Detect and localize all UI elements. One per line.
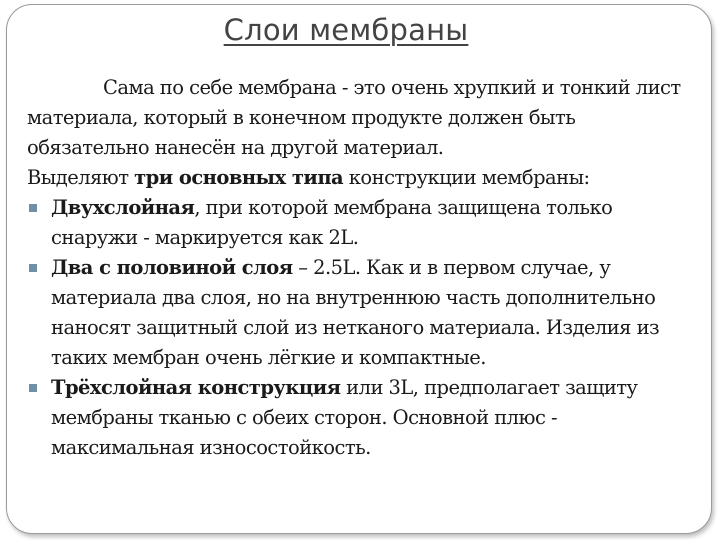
slide-frame	[6, 4, 712, 534]
lead-paragraph	[27, 163, 703, 193]
intro-paragraph: Сама по себе мембрана - это очень хрупкий и тонкий лист материала, который в конечном продукте должен быть обязательно нанесён на другой материал.	[27, 76, 681, 159]
square-bullet-icon	[29, 204, 37, 212]
bullet-text: , при которой мембрана защищена только снаружи - маркируется как 2L.	[51, 196, 613, 249]
lead-text-before: Выделяют	[27, 166, 135, 189]
slide-title	[7, 13, 685, 47]
lead-text-bold: три основных типа	[134, 166, 344, 189]
title-text: Слои мембраны	[223, 13, 469, 47]
square-bullet-icon	[29, 384, 37, 392]
bullet-item-two-and-half-layer	[27, 253, 703, 373]
bullet-text: – 2.5L. Как и в первом случае, у материала два слоя, но на внутреннюю часть дополнительно наносят защитный слой из нетканого материала. Изделия из таких мембран очень лёгкие и компактные.	[51, 256, 660, 369]
square-bullet-icon	[29, 264, 37, 272]
bullet-item-two-layer	[27, 193, 703, 253]
bullet-bold: Двухслойная	[51, 196, 195, 219]
lead-text-after: конструкции мембраны:	[343, 166, 590, 189]
slide-body	[27, 73, 703, 463]
bullet-text: или 3L, предполагает защиту мембраны тканью с обеих сторон. Основной плюс - максимальная износостойкость.	[51, 376, 638, 459]
bullet-bold: Трёхслойная конструкция	[51, 376, 341, 399]
bullet-item-three-layer	[27, 373, 703, 463]
bullet-bold: Два с половиной слоя	[51, 256, 293, 279]
